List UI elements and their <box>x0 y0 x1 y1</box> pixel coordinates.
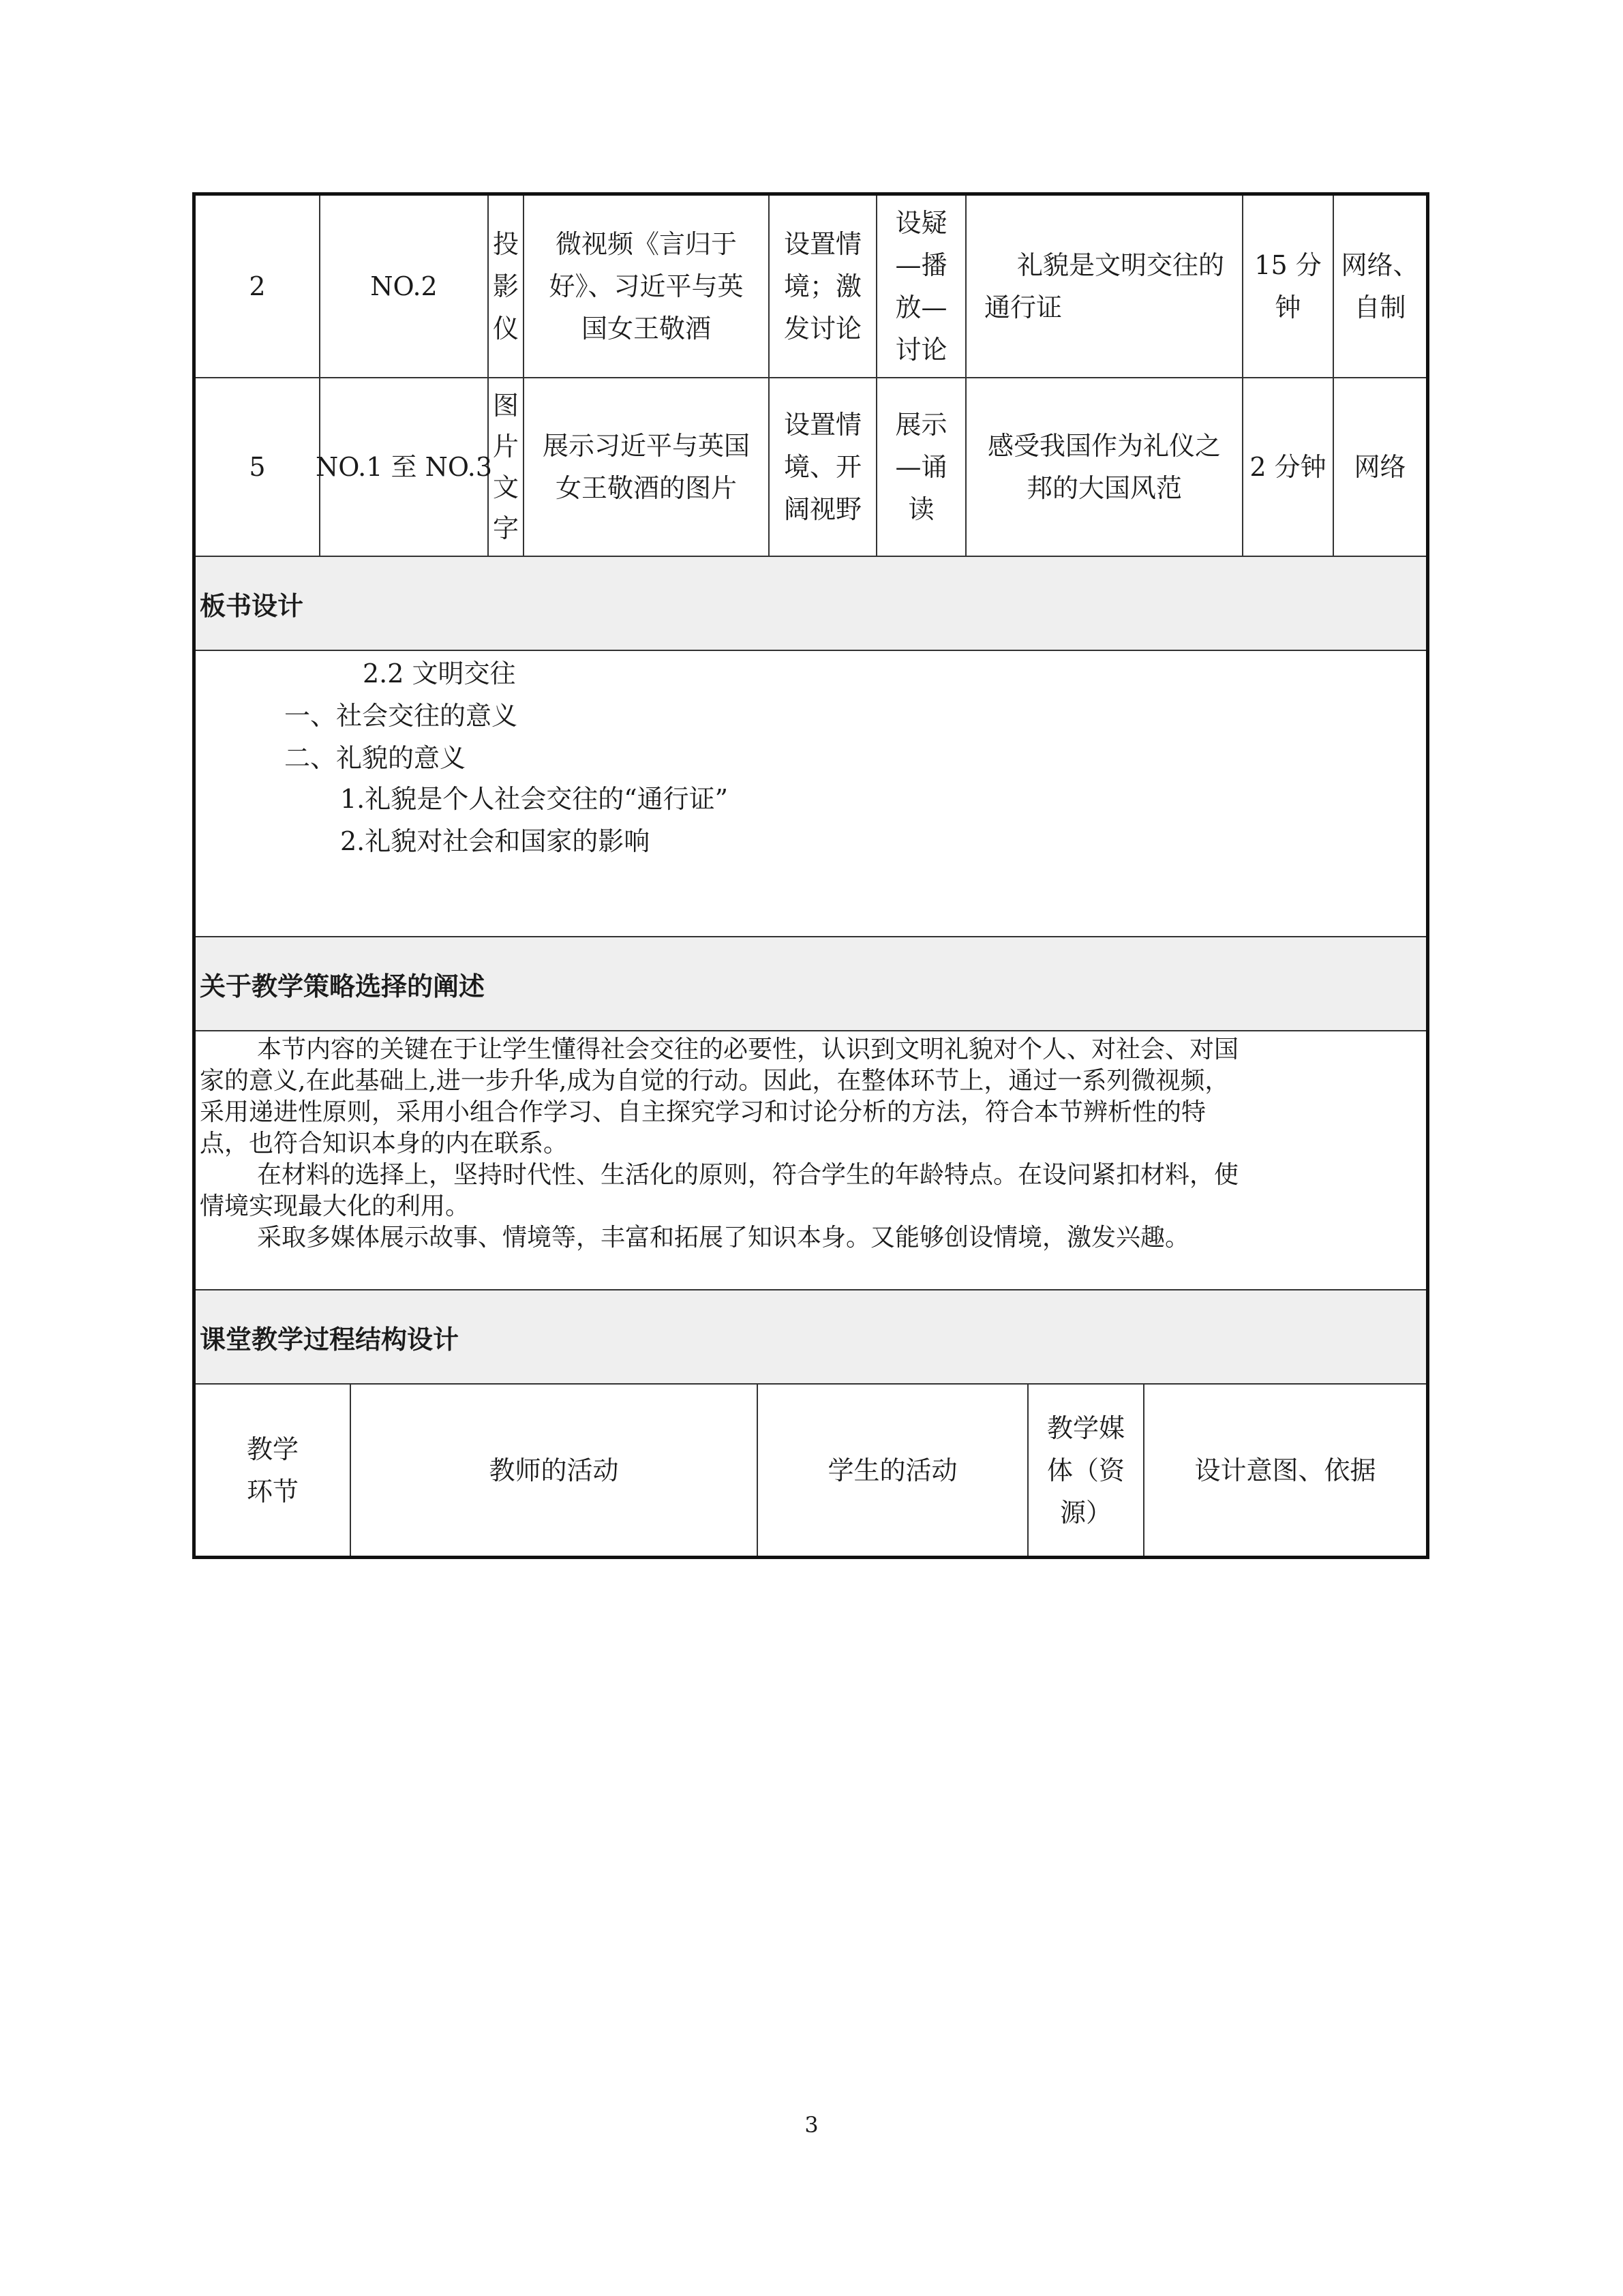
row2-purpose: 感受我国作为礼仪之 邦的大国风范 <box>967 378 1243 557</box>
row2-function: 设置情 境、开 阔视野 <box>770 378 877 557</box>
strategy-line: 情境实现最大化的利用。 <box>200 1192 470 1220</box>
board-design-heading: 板书设计 <box>196 557 1426 651</box>
process-col-stage: 教学 环节 <box>196 1385 351 1556</box>
strategy-line: 家的意义,在此基础上,进一步升华,成为自觉的行动。因此，在整体环节上，通过一系列微视频， <box>200 1067 1230 1095</box>
row1-seq: 2 <box>196 196 320 378</box>
strategy-line: 本节内容的关键在于让学生懂得社会交往的必要性，认识到文明礼貌对个人、对社会、对国 <box>257 1036 1239 1063</box>
process-heading: 课堂教学过程结构设计 <box>196 1290 1426 1385</box>
row2-device: 图 片 文 字 <box>489 378 524 557</box>
process-col-teacher: 教师的活动 <box>351 1385 758 1556</box>
row1-source: 网络、 自制 <box>1334 196 1426 378</box>
row1-time: 15 分 钟 <box>1243 196 1334 378</box>
process-col-media: 教学媒 体（资 源） <box>1029 1385 1144 1556</box>
strategy-line: 在材料的选择上，坚持时代性、生活化的原则，符合学生的年龄特点。在设问紧扣材料，使 <box>257 1161 1239 1189</box>
board-title: 2.2 文明交往 <box>363 659 516 689</box>
page-number: 3 <box>804 2112 819 2138</box>
row2-source: 网络 <box>1334 378 1426 557</box>
row2-ref: NO.1 至 NO.3 <box>320 378 489 557</box>
board-item: 一、社会交往的意义 <box>284 701 518 731</box>
strategy-line: 采用递进性原则，采用小组合作学习、自主探究学习和讨论分析的方法，符合本节辨析性的特 <box>200 1098 1207 1126</box>
process-col-intent: 设计意图、依据 <box>1194 1455 1376 1485</box>
row1-usage: 设疑 —播 放— 讨论 <box>877 196 967 378</box>
row1-ref: NO.2 <box>320 196 489 378</box>
row1-function: 设置情 境；激 发讨论 <box>770 196 877 378</box>
strategy-line: 点，也符合知识本身的内在联系。 <box>200 1130 568 1158</box>
board-subitem: 1.礼貌是个人社会交往的“通行证” <box>340 784 729 814</box>
row2-seq: 5 <box>196 378 320 557</box>
row1-device: 投 影 仪 <box>489 196 524 378</box>
strategy-content <box>196 1031 1426 1290</box>
board-item: 二、礼貌的意义 <box>284 743 466 773</box>
row2-usage: 展示 —诵 读 <box>877 378 967 557</box>
lesson-plan-table <box>192 192 1429 1559</box>
row1-purpose: 礼貌是文明交往的 通行证 <box>967 196 1243 378</box>
row2-time: 2 分钟 <box>1243 378 1334 557</box>
row1-content: 微视频《言归于 好》、习近平与英 国女王敬酒 <box>524 196 770 378</box>
board-subitem: 2.礼貌对社会和国家的影响 <box>340 826 650 856</box>
board-design-content <box>196 651 1426 937</box>
process-col-student: 学生的活动 <box>758 1385 1029 1556</box>
strategy-line: 采取多媒体展示故事、情境等，丰富和拓展了知识本身。又能够创设情境，激发兴趣。 <box>257 1224 1190 1252</box>
row2-content: 展示习近平与英国 女王敬酒的图片 <box>524 378 770 557</box>
strategy-heading: 关于教学策略选择的阐述 <box>196 937 1426 1031</box>
